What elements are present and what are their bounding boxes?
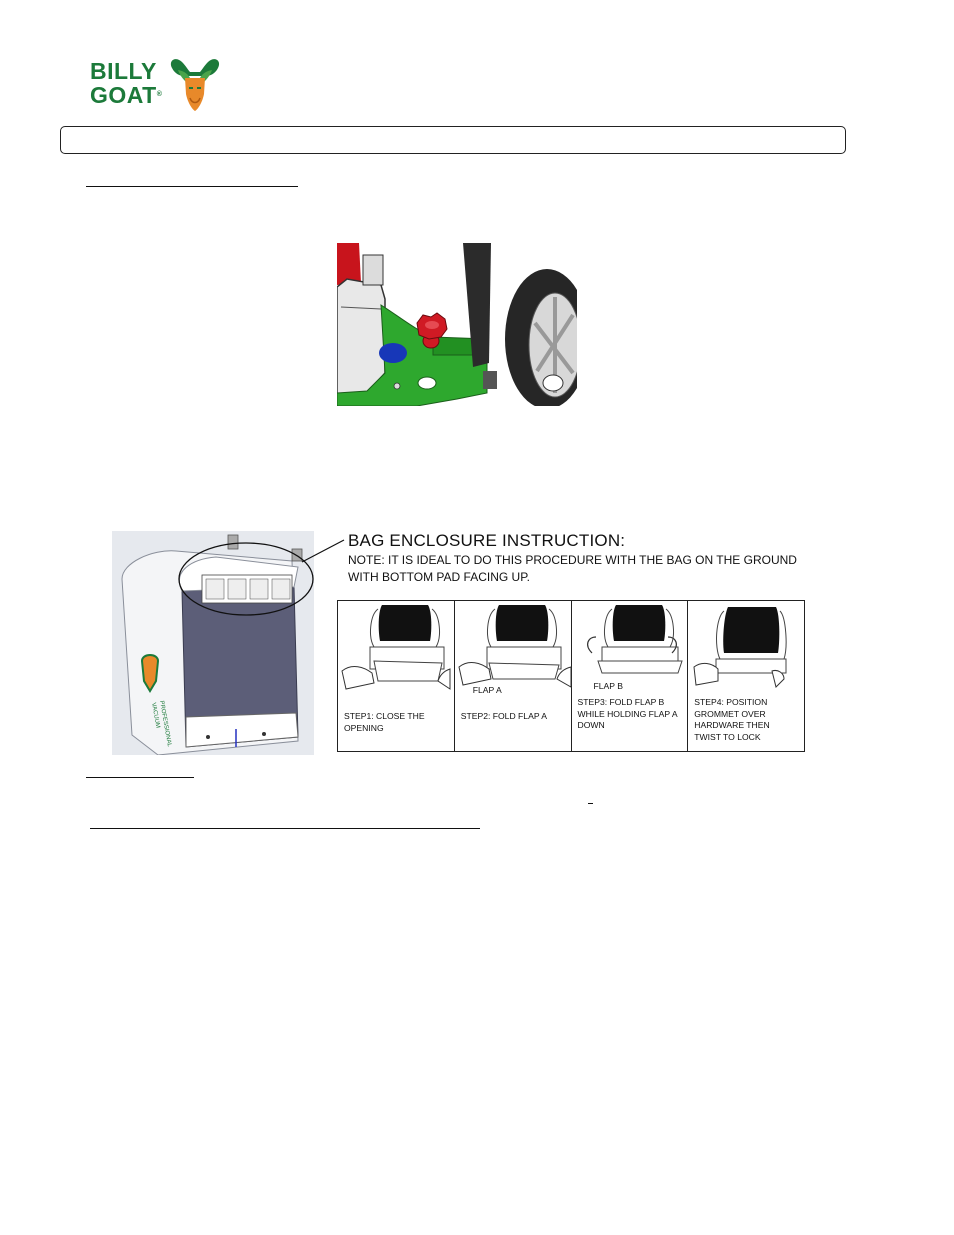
heading-underline <box>86 186 298 187</box>
note-line-1: NOTE: IT IS IDEAL TO DO THIS PROCEDURE WITH THE BAG ON THE GROUND <box>348 553 797 567</box>
step-4-caption: STEP4: POSITION GROMMET OVER HARDWARE THEN TWIST TO LOCK <box>694 697 770 742</box>
bag-instruction-title: BAG ENCLOSURE INSTRUCTION: <box>348 531 626 550</box>
note-line-2: WITH BOTTOM PAD FACING UP. <box>348 570 531 584</box>
heading-underline-3 <box>90 828 480 829</box>
step-2-cell <box>455 601 572 751</box>
billy-goat-logo <box>86 54 226 112</box>
heading-underline-2 <box>86 777 194 778</box>
machine-knob-illustration <box>337 243 577 406</box>
step-3-caption: STEP3: FOLD FLAP B WHILE HOLDING FLAP A DOWN <box>577 697 678 730</box>
step-1-caption: STEP1: CLOSE THE OPENING <box>344 711 425 733</box>
bag-steps-table <box>337 600 805 752</box>
bag-instruction-note <box>348 552 808 586</box>
small-underline-mark <box>588 803 593 804</box>
step-1-cell <box>338 601 455 751</box>
logo-word-billy: BILLY <box>90 58 157 84</box>
flap-b-label: FLAP B <box>593 681 623 691</box>
callout-leader-line <box>300 536 348 566</box>
step-3-cell <box>572 601 689 751</box>
flap-a-label: FLAP A <box>472 685 502 695</box>
logo-word-goat: GOAT® <box>90 82 163 108</box>
step-2-illustration <box>455 601 575 751</box>
step-2-caption: STEP2: FOLD FLAP A <box>460 711 548 721</box>
bag-label-text-2: VACUUM <box>150 702 161 729</box>
section-title-bar <box>60 126 846 154</box>
bag-enclosure-photo <box>112 531 314 755</box>
step-4-cell <box>688 601 804 751</box>
bag-label-text: PROFESSIONAL <box>158 700 173 748</box>
curl-arrow-icon <box>587 637 595 653</box>
goat-head-icon <box>166 54 224 112</box>
